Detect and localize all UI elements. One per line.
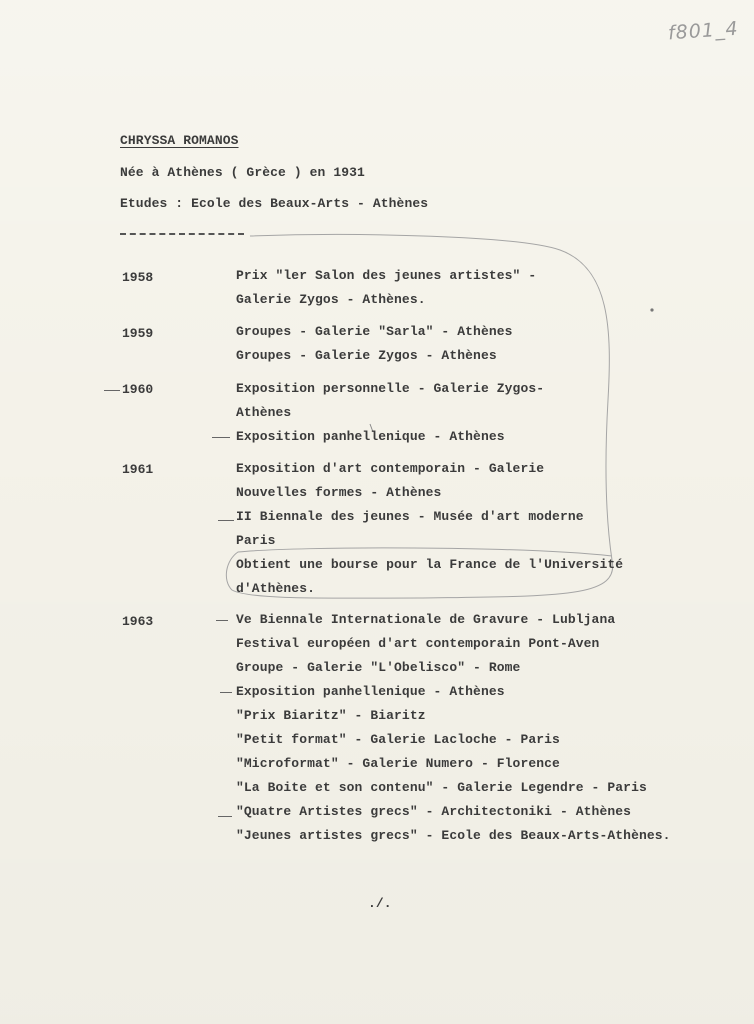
year-label: 1960 (122, 382, 154, 397)
entry-line: Obtient une bourse pour la France de l'Université (236, 557, 624, 572)
pencil-dot (650, 308, 653, 311)
entry-line: "Prix Biaritz" - Biaritz (236, 708, 426, 723)
pencil-dash-mark (218, 520, 234, 521)
entry-line: Exposition panhellenique - Athènes (236, 429, 505, 444)
artist-name-title: CHRYSSA ROMANOS (120, 133, 239, 148)
pencil-dash-mark (216, 620, 228, 621)
entry-line: "Quatre Artistes grecs" - Architectoniki - Athènes (236, 804, 632, 819)
entry-line: Ve Biennale Internationale de Gravure - Lubljana (236, 612, 616, 627)
year-label: 1961 (122, 462, 154, 477)
entry-line: Exposition d'art contemporain - Galerie (236, 461, 545, 476)
entry-line: "Jeunes artistes grecs" - Ecole des Beaux-Arts-Athènes. (236, 828, 671, 843)
entry-line: Exposition panhellenique - Athènes (236, 684, 505, 699)
entry-line: Groupe - Galerie "L'Obelisco" - Rome (236, 660, 521, 675)
year-label: 1963 (122, 614, 154, 629)
entry-line: II Biennale des jeunes - Musée d'art moderne (236, 509, 584, 524)
entry-line: Athènes (236, 405, 292, 420)
pencil-dash-mark (220, 692, 232, 693)
year-label: 1958 (122, 270, 154, 285)
entry-line: Exposition personnelle - Galerie Zygos- (236, 381, 545, 396)
birth-line: Née à Athènes ( Grèce ) en 1931 (120, 165, 365, 180)
entry-line: Galerie Zygos - Athènes. (236, 292, 426, 307)
pencil-dash-mark (212, 437, 230, 438)
year-label: 1959 (122, 326, 154, 341)
continuation-mark: ./. (368, 896, 392, 911)
pencil-dash-mark (218, 816, 232, 817)
entry-line: "Petit format" - Galerie Lacloche - Paris (236, 732, 560, 747)
entry-line: d'Athènes. (236, 581, 316, 596)
entry-line: Nouvelles formes - Athènes (236, 485, 442, 500)
entry-line: "Microformat" - Galerie Numero - Florence (236, 756, 560, 771)
studies-line: Etudes : Ecole des Beaux-Arts - Athènes (120, 196, 429, 211)
entry-line: "La Boite et son contenu" - Galerie Legendre - Paris (236, 780, 647, 795)
pencil-dash-mark (104, 390, 120, 391)
entry-line: Prix "ler Salon des jeunes artistes" - (236, 268, 537, 283)
entry-line: Groupes - Galerie "Sarla" - Athènes (236, 324, 513, 339)
entry-line: Paris (236, 533, 276, 548)
entry-line: Groupes - Galerie Zygos - Athènes (236, 348, 497, 363)
reference-number: f801_4 (667, 17, 740, 45)
entry-line: Festival européen d'art contemporain Pont-Aven (236, 636, 600, 651)
section-divider (120, 233, 244, 235)
